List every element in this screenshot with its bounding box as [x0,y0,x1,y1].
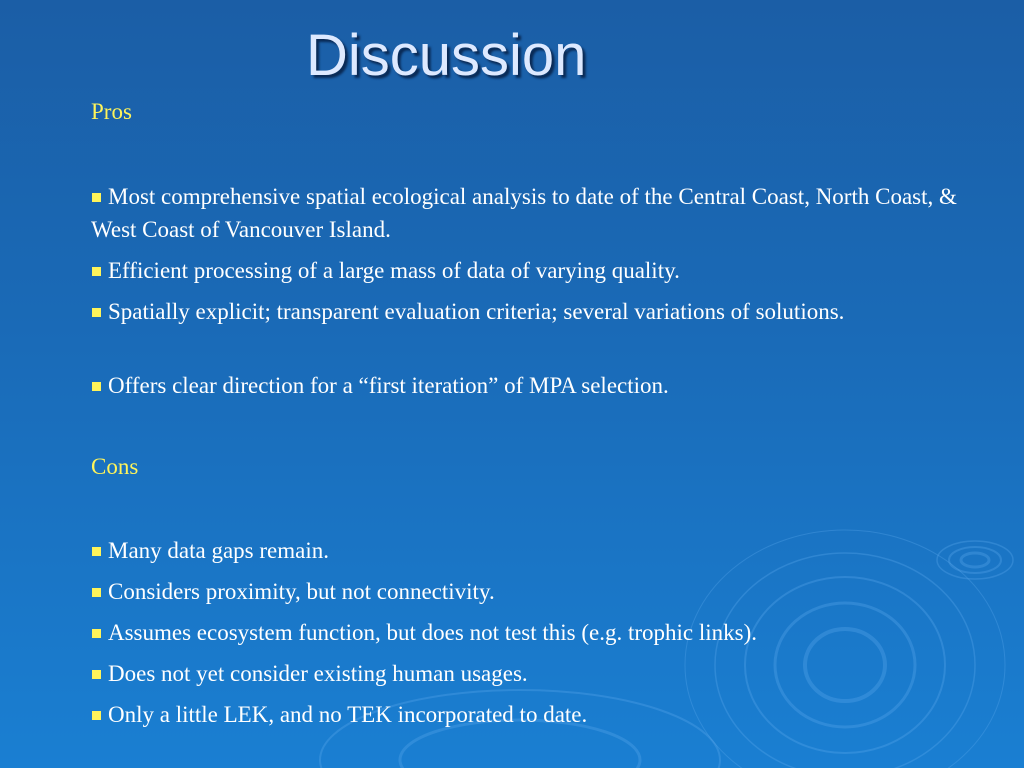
slide-title: Discussion [306,23,587,88]
cons-item-text: Considers proximity, but not connectivity. [108,579,495,604]
pros-heading: Pros [91,99,132,124]
square-bullet-icon [92,547,101,556]
cons-item [91,698,991,731]
cons-item [91,575,991,608]
pros-item [91,295,991,328]
pros-item-text: Spatially explicit; transparent evaluation criteria; several variations of solutions. [108,299,845,324]
square-bullet-icon [92,670,101,679]
square-bullet-icon [92,711,101,720]
cons-item [91,534,991,567]
cons-item-text: Only a little LEK, and no TEK incorporated to date. [108,702,588,727]
square-bullet-icon [92,193,101,202]
square-bullet-icon [92,267,101,276]
square-bullet-icon [92,382,101,391]
cons-item-text: Does not yet consider existing human usages. [108,661,528,686]
square-bullet-icon [92,629,101,638]
cons-item [91,616,991,649]
cons-heading: Cons [91,454,139,479]
square-bullet-icon [92,308,101,317]
pros-item [91,369,991,402]
pros-item [91,254,991,287]
square-bullet-icon [92,588,101,597]
cons-item-text: Assumes ecosystem function, but does not test this (e.g. trophic links). [108,620,758,645]
pros-item [91,180,991,246]
cons-item [91,657,991,690]
pros-item-text: Efficient processing of a large mass of data of varying quality. [108,258,680,283]
pros-item-text: Most comprehensive spatial ecological analysis to date of the Central Coast, North Coast, & West Coast of Vancouver Island. [91,184,957,242]
cons-item-text: Many data gaps remain. [108,538,329,563]
pros-item-text: Offers clear direction for a “first iteration” of MPA selection. [108,373,669,398]
